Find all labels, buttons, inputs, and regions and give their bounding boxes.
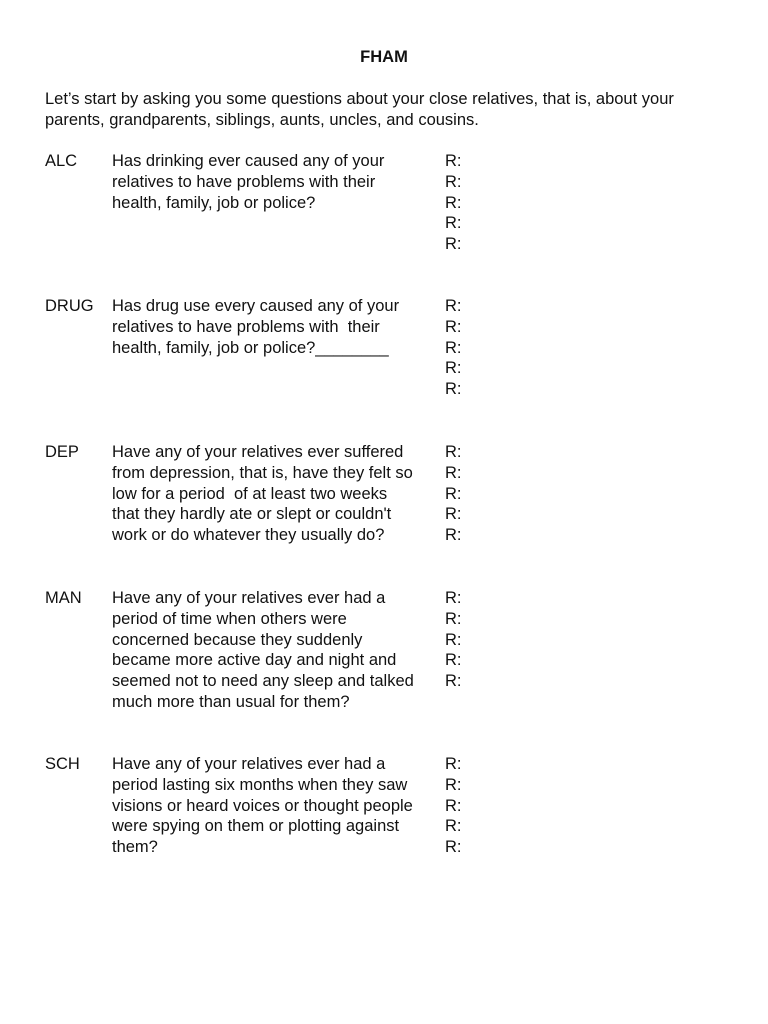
response-label: R: [445,338,462,357]
section-code: DEP [45,443,79,461]
response-list [445,754,462,858]
response-label: R: [445,297,462,315]
question-line: period lasting six months when they saw [112,775,408,794]
response-list [445,296,462,400]
section-code: MAN [45,589,82,607]
response-label: R: [445,817,462,836]
response-label: R: [445,630,462,649]
question-line: Have any of your relatives ever had a [112,755,386,773]
question-text [112,442,437,546]
question-line: work or do whatever they usually do? [112,526,385,545]
response-label: R: [445,672,462,691]
question-line: Have any of your relatives ever suffered [112,443,404,461]
response-label: R: [445,214,462,233]
response-list [445,588,462,692]
question-line: period of time when others were [112,609,347,628]
question-line: concerned because they suddenly [112,630,363,649]
question-line: them? [112,838,158,857]
question-line: low for a period of at least two weeks [112,484,388,503]
response-label: R: [445,755,462,773]
question-line: relatives to have problems with their [112,317,380,336]
question-line: that they hardly ate or slept or couldn't [112,505,392,524]
response-label: R: [445,651,462,670]
section-code: ALC [45,152,78,170]
response-list [445,442,462,546]
intro-line: Let’s start by asking you some questions about your close relatives, that is, about your [45,90,674,108]
response-list [445,151,462,255]
response-label: R: [445,505,462,524]
question-line: health, family, job or police?________ [112,338,389,357]
question-line: Has drinking ever caused any of your [112,152,385,170]
question-line: health, family, job or police? [112,193,316,212]
question-line: Have any of your relatives ever had a [112,589,386,607]
response-label: R: [445,609,462,628]
section-code: DRUG [45,297,94,315]
response-label: R: [445,317,462,336]
question-text [112,151,437,213]
response-label: R: [445,838,462,857]
intro-line: parents, grandparents, siblings, aunts, uncles, and cousins. [45,110,479,129]
response-label: R: [445,484,462,503]
response-label: R: [445,235,462,254]
question-line: much more than usual for them? [112,692,350,711]
question-line: became more active day and night and [112,651,397,670]
question-line: were spying on them or plotting against [112,817,400,836]
question-line: Has drug use every caused any of your [112,297,400,315]
response-label: R: [445,463,462,482]
response-label: R: [445,589,462,607]
question-line: visions or heard voices or thought people [112,796,413,815]
document-title: FHAM [360,48,408,66]
response-label: R: [445,380,462,399]
question-line: relatives to have problems with their [112,172,376,191]
response-label: R: [445,172,462,191]
question-line: seemed not to need any sleep and talked [112,672,414,691]
question-text [112,588,437,713]
response-label: R: [445,193,462,212]
response-label: R: [445,152,462,170]
response-label: R: [445,796,462,815]
section-code: SCH [45,755,80,773]
response-label: R: [445,359,462,378]
response-label: R: [445,775,462,794]
intro-paragraph [45,89,725,131]
response-label: R: [445,526,462,545]
question-text [112,754,437,858]
response-label: R: [445,443,462,461]
question-text [112,296,437,358]
question-line: from depression, that is, have they felt so [112,463,413,482]
